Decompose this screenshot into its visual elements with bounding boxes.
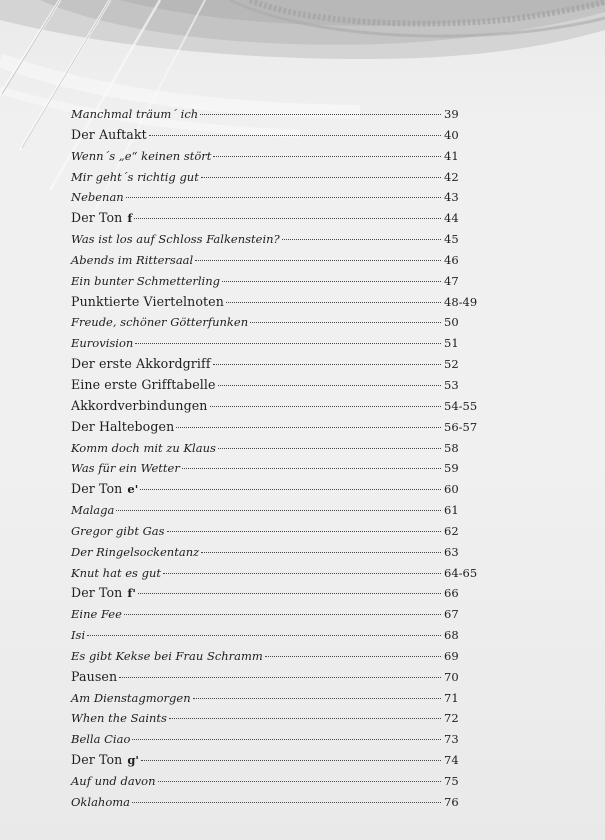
dot-leader	[213, 364, 441, 365]
dot-leader	[149, 135, 441, 136]
toc-entry[interactable]	[71, 375, 481, 396]
dot-leader	[132, 802, 441, 803]
toc-entry-page: 73	[444, 732, 459, 747]
toc-entry-title: Oklahoma	[71, 794, 131, 809]
toc-entry-title: Isi	[71, 628, 86, 643]
toc-entry[interactable]	[71, 604, 481, 625]
toc-entry[interactable]	[71, 396, 481, 417]
dot-leader	[126, 197, 441, 198]
toc-entry-page: 56-57	[444, 419, 478, 434]
toc-entry[interactable]	[71, 542, 481, 563]
toc-entry[interactable]	[71, 667, 481, 688]
dot-leader	[163, 573, 441, 574]
toc-entry-page: 39	[444, 107, 459, 121]
toc-entry[interactable]	[71, 271, 481, 292]
dot-leader	[182, 468, 441, 469]
toc-entry-title: Auf und davon	[71, 774, 156, 788]
toc-entry[interactable]	[71, 563, 481, 584]
toc-entry-page: 50	[444, 315, 459, 330]
toc-entry-title: Ein bunter Schmetterling	[71, 273, 220, 288]
toc-entry-title: Knut hat es gut	[71, 565, 161, 580]
toc-entry-page: 70	[444, 669, 459, 684]
toc-entry[interactable]	[71, 167, 481, 188]
toc-entry[interactable]	[71, 708, 481, 729]
toc-entry-page: 54-55	[444, 398, 478, 413]
toc-entry-title: Nebenan	[71, 190, 124, 205]
dot-leader	[282, 239, 441, 240]
toc-entry[interactable]	[71, 625, 481, 646]
toc-entry-title: Was für ein Wetter	[71, 461, 180, 476]
toc-entry-title: Punktierte Viertelnoten	[71, 293, 224, 309]
table-of-contents	[71, 104, 481, 813]
toc-entry-title: Wenn´s „e“ keinen stört	[71, 148, 212, 163]
toc-entry[interactable]	[71, 292, 481, 313]
toc-entry[interactable]	[71, 792, 481, 813]
toc-entry[interactable]	[71, 354, 481, 375]
toc-entry[interactable]	[71, 729, 481, 750]
toc-entry[interactable]	[71, 125, 481, 146]
toc-entry-title: Abends im Rittersaal	[71, 252, 194, 267]
toc-entry-title: Eurovision	[71, 336, 134, 351]
toc-entry-title: Malaga	[71, 503, 115, 518]
toc-entry-title: Der erste Akkordgriff	[71, 356, 211, 372]
dot-leader	[222, 281, 441, 282]
dot-leader	[140, 489, 441, 490]
toc-entry-page: 59	[444, 461, 459, 476]
dot-leader	[218, 448, 441, 449]
toc-entry-page: 75	[444, 774, 459, 788]
dot-leader	[218, 385, 441, 386]
toc-entry-title: Eine Fee	[71, 607, 122, 622]
toc-entry-title: Eine erste Grifftabelle	[71, 376, 216, 392]
toc-entry[interactable]	[71, 333, 481, 354]
dot-leader	[265, 656, 441, 657]
toc-entry-page: 42	[444, 169, 459, 184]
toc-entry[interactable]	[71, 646, 481, 667]
dot-leader	[200, 114, 441, 115]
toc-entry[interactable]	[71, 250, 481, 271]
toc-entry-title: Manchmal träum´ ich	[71, 107, 199, 121]
toc-entry[interactable]	[71, 750, 481, 771]
toc-entry-title: Der Ringelsockentanz	[71, 544, 200, 559]
dot-leader	[132, 739, 441, 740]
toc-entry-page: 43	[444, 190, 459, 205]
toc-entry-note: f	[127, 211, 133, 226]
toc-entry-page: 62	[444, 523, 459, 538]
toc-entry[interactable]	[71, 771, 481, 792]
toc-entry-page: 41	[444, 148, 459, 163]
toc-entry-page: 68	[444, 628, 459, 643]
toc-entry[interactable]	[71, 208, 481, 229]
toc-entry-title: Pausen	[71, 668, 118, 684]
dot-leader	[250, 322, 441, 323]
toc-entry-page: 44	[444, 211, 459, 226]
toc-entry[interactable]	[71, 146, 481, 167]
toc-entry-note: e'	[127, 482, 139, 497]
toc-entry-page: 72	[444, 711, 459, 726]
toc-entry-title: Der Ton	[71, 210, 123, 226]
toc-entry[interactable]	[71, 458, 481, 479]
toc-entry-page: 47	[444, 273, 459, 288]
toc-entry[interactable]	[71, 312, 481, 333]
toc-entry-title: Komm doch mit zu Klaus	[71, 440, 216, 455]
dot-leader	[201, 552, 441, 553]
dot-leader	[87, 635, 441, 636]
toc-entry-page: 53	[444, 377, 459, 392]
toc-entry-page: 63	[444, 544, 459, 559]
dot-leader	[141, 760, 441, 761]
toc-entry-page: 76	[444, 794, 459, 809]
toc-entry[interactable]	[71, 688, 481, 709]
toc-entry-page: 69	[444, 648, 459, 663]
toc-entry-title: Der Ton	[71, 585, 123, 601]
toc-entry-title: Akkordverbindungen	[71, 397, 208, 413]
dot-leader	[119, 677, 441, 678]
toc-entry-page: 46	[444, 252, 459, 267]
toc-entry-page: 60	[444, 482, 459, 497]
toc-entry-page: 48-49	[444, 294, 478, 309]
toc-entry[interactable]	[71, 479, 481, 500]
toc-entry-title: Freude, schöner Götterfunken	[71, 315, 249, 330]
dot-leader	[135, 343, 441, 344]
toc-entry-title: Was ist los auf Schloss Falkenstein?	[71, 232, 280, 247]
toc-entry-title: When the Saints	[71, 711, 167, 726]
toc-entry-title: Es gibt Kekse bei Frau Schramm	[71, 648, 263, 663]
dot-leader	[158, 781, 442, 782]
dot-leader	[134, 218, 441, 219]
toc-entry-page: 61	[444, 503, 459, 518]
toc-entry[interactable]	[71, 104, 481, 125]
dot-leader	[138, 593, 441, 594]
toc-entry-note: g'	[127, 753, 139, 768]
toc-entry-note: f'	[127, 586, 136, 601]
dot-leader	[213, 156, 441, 157]
toc-entry-page: 40	[444, 127, 459, 142]
toc-entry-page: 66	[444, 586, 459, 601]
dot-leader	[195, 260, 441, 261]
dot-leader	[176, 427, 441, 428]
toc-entry-page: 74	[444, 753, 459, 768]
toc-entry[interactable]	[71, 229, 481, 250]
dot-leader	[167, 531, 441, 532]
toc-entry[interactable]	[71, 187, 481, 208]
toc-entry-title: Der Ton	[71, 481, 123, 497]
toc-entry-page: 58	[444, 440, 459, 455]
dot-leader	[226, 302, 441, 303]
dot-leader	[116, 510, 441, 511]
toc-entry-page: 51	[444, 336, 459, 351]
toc-entry[interactable]	[71, 417, 481, 438]
toc-entry-page: 64-65	[444, 565, 478, 580]
toc-entry-title: Der Haltebogen	[71, 418, 175, 434]
toc-entry[interactable]	[71, 438, 481, 459]
toc-entry-page: 52	[444, 357, 459, 372]
toc-entry-page: 67	[444, 607, 459, 622]
toc-entry-page: 71	[444, 690, 459, 705]
toc-entry-title: Der Ton	[71, 752, 123, 768]
toc-entry-title: Der Auftakt	[71, 126, 147, 142]
toc-entry-title: Bella Ciao	[71, 732, 131, 747]
toc-entry-title: Am Dienstagmorgen	[71, 690, 191, 705]
dot-leader	[169, 718, 441, 719]
toc-entry[interactable]	[71, 583, 481, 604]
dot-leader	[124, 614, 441, 615]
dot-leader	[210, 406, 441, 407]
toc-entry[interactable]	[71, 521, 481, 542]
dot-leader	[201, 177, 441, 178]
toc-entry[interactable]	[71, 500, 481, 521]
toc-entry-page: 45	[444, 232, 459, 247]
toc-entry-title: Gregor gibt Gas	[71, 523, 165, 538]
dot-leader	[193, 698, 441, 699]
toc-entry-title: Mir geht´s richtig gut	[71, 169, 199, 184]
